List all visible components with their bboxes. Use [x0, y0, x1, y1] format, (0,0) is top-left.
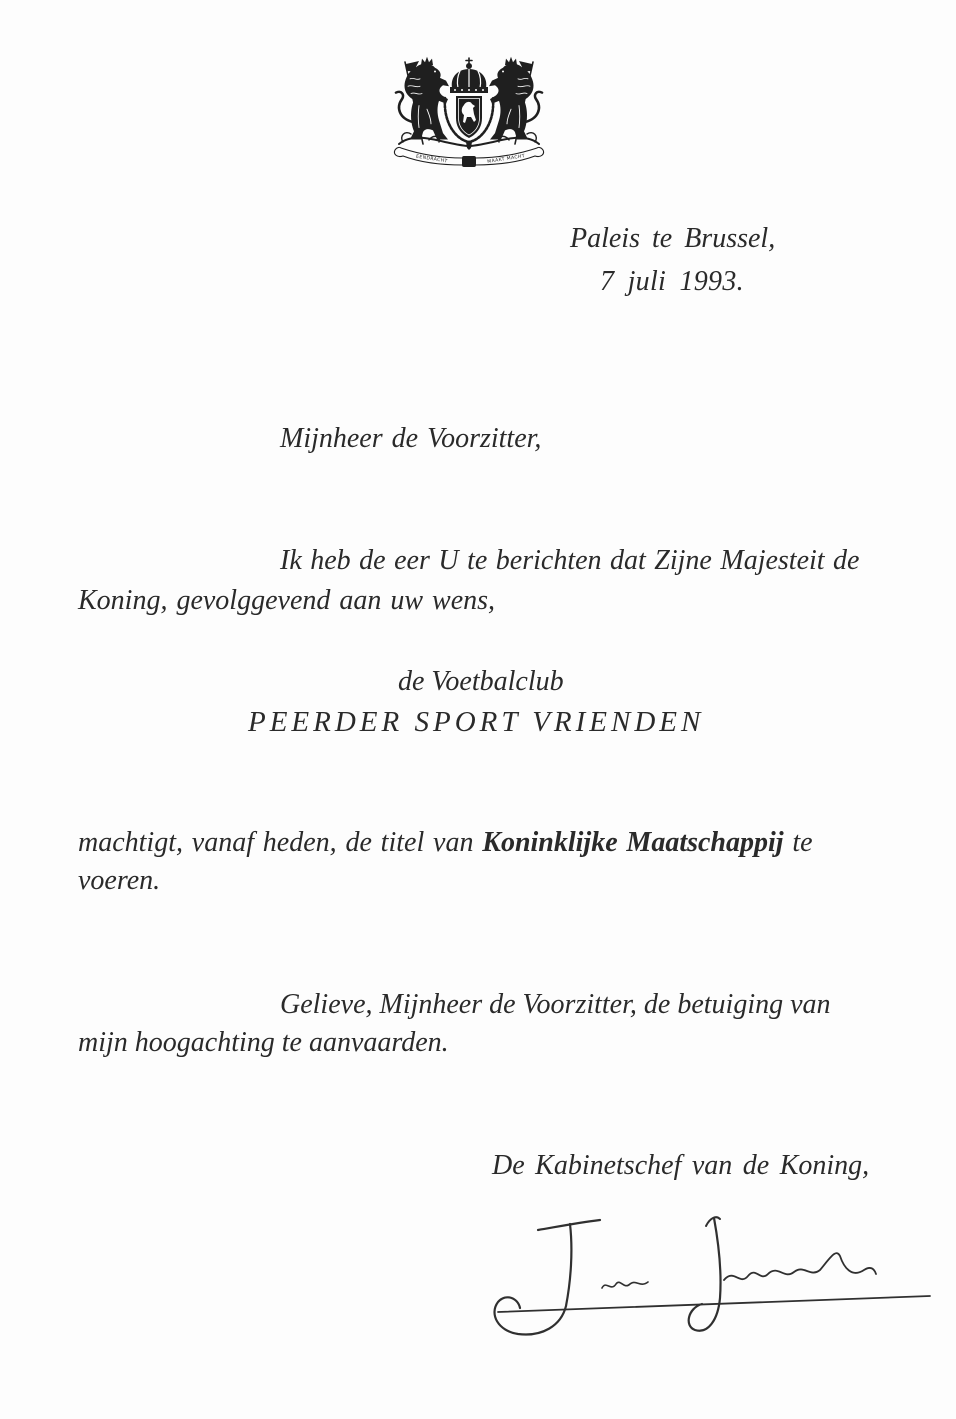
paragraph-2-line-2: voeren. — [78, 865, 161, 896]
paragraph-3-line-2: mijn hoogachting te aanvaarden. — [78, 1027, 449, 1058]
paragraph-2-text-after: te — [792, 827, 813, 858]
signatory-title: De Kabinetschef van de Koning, — [492, 1150, 870, 1181]
signature-strokes — [495, 1217, 930, 1334]
motto-left: EENDRACHT — [415, 154, 448, 165]
lion-crown-right — [505, 57, 517, 65]
handwritten-signature-icon — [480, 1208, 940, 1348]
dateline-place: Paleis te Brussel, — [570, 223, 776, 254]
paragraph-1-line-2: Koning, gevolggevend aan uw wens, — [78, 585, 496, 616]
paragraph-2-line-1 — [78, 826, 813, 860]
motto-right: MAAKT MACHT — [486, 154, 526, 165]
royal-crown-icon — [450, 58, 488, 93]
lion-supporter-left — [396, 57, 449, 140]
granted-title: Koninklijke Maatschappij — [482, 827, 784, 858]
shield — [456, 96, 482, 138]
dateline-date: 7 juli 1993. — [600, 266, 744, 297]
paragraph-1-line-1: Ik heb de eer U te berichten dat Zijne Majesteit de — [280, 545, 860, 576]
lion-crown-left — [421, 57, 433, 65]
coat-of-arms-icon — [389, 58, 549, 174]
club-name: PEERDER SPORT VRIENDEN — [248, 706, 705, 738]
paragraph-2-text-before: machtigt, vanaf heden, de titel van — [78, 827, 474, 858]
paragraph-3-line-1: Gelieve, Mijnheer de Voorzitter, de betuiging van — [280, 989, 831, 1020]
motto-ribbon — [394, 147, 543, 167]
salutation: Mijnheer de Voorzitter, — [280, 423, 542, 454]
lion-supporter-right — [489, 57, 542, 140]
club-prefix: de Voetbalclub — [398, 666, 564, 697]
